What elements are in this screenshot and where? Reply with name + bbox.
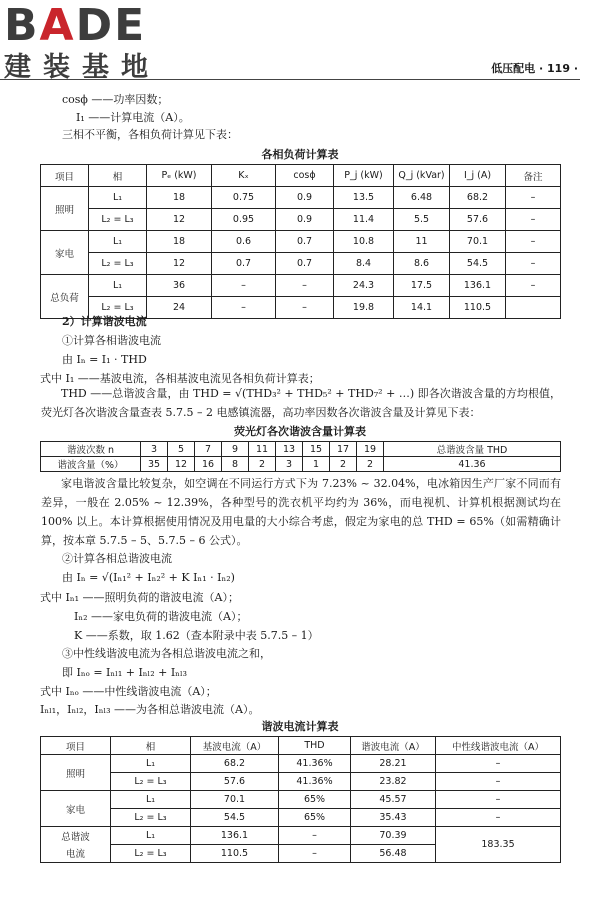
harmonic-content-table bbox=[40, 441, 561, 472]
table-cell: L₁ bbox=[89, 187, 147, 209]
table-cell: 7 bbox=[195, 442, 222, 457]
table1-header: Kₓ bbox=[212, 165, 276, 187]
table-cell: 11 bbox=[394, 231, 450, 253]
table-cell: – bbox=[436, 791, 561, 809]
table3-header: 相 bbox=[111, 737, 191, 755]
table1-caption: 各相负荷计算表 bbox=[261, 148, 339, 161]
table-cell: L₁ bbox=[89, 275, 147, 297]
table-cell: – bbox=[506, 253, 561, 275]
table-cell: L₁ bbox=[89, 231, 147, 253]
appliance-paragraph: 家电谐波含量比较复杂，如空调在不同运行方式下为 7.23% ~ 32.04%，电冰箱因生产厂家不同而有差异，一般在 2.05% ~ 12.39%，各种型号的洗衣机平均约为 36%，而电视机、计算机根据测试均在 100% 以上。本计算根据使用情况及用电量的大小综合考虑，假定为家电的总 THD = 65%（如需精确计算，按本章 5.7.5 – 5、5.7.5 – 6 公式）。 bbox=[41, 477, 561, 547]
table-cell: – bbox=[506, 209, 561, 231]
table3-header: 基波电流（A） bbox=[191, 737, 279, 755]
table-cell: 3 bbox=[141, 442, 168, 457]
table-row bbox=[41, 827, 561, 845]
group-label: 总负荷 bbox=[41, 275, 89, 319]
table-cell: L₂ = L₃ bbox=[111, 809, 191, 827]
table-cell: 15 bbox=[303, 442, 330, 457]
table-cell: 56.48 bbox=[351, 845, 436, 863]
table1-header: Pₑ (kW) bbox=[147, 165, 212, 187]
table-cell: – bbox=[436, 773, 561, 791]
table-cell: 0.6 bbox=[212, 231, 276, 253]
table3-header: 项目 bbox=[41, 737, 111, 755]
table-cell: 0.75 bbox=[212, 187, 276, 209]
table-row bbox=[41, 809, 561, 827]
table1-header-row bbox=[41, 165, 561, 187]
table-cell: 70.1 bbox=[191, 791, 279, 809]
table-cell: 0.9 bbox=[276, 187, 334, 209]
table3-header-row bbox=[41, 737, 561, 755]
table-cell: 2 bbox=[249, 457, 276, 472]
table-cell: L₂ = L₃ bbox=[89, 297, 147, 319]
group-label: 家电 bbox=[41, 791, 111, 827]
table-cell: 11.4 bbox=[334, 209, 394, 231]
table-cell: 14.1 bbox=[394, 297, 450, 319]
table-row bbox=[41, 187, 561, 209]
table-cell: 35.43 bbox=[351, 809, 436, 827]
group-label: 照明 bbox=[41, 755, 111, 791]
table1-header: Q_j (kVar) bbox=[394, 165, 450, 187]
table-cell: L₂ = L₃ bbox=[89, 209, 147, 231]
table-cell bbox=[506, 297, 561, 319]
table3-header: 中性线谐波电流（A） bbox=[436, 737, 561, 755]
table-cell: 12 bbox=[168, 457, 195, 472]
table-cell: – bbox=[436, 809, 561, 827]
table-cell: 24.3 bbox=[334, 275, 394, 297]
table-cell: L₂ = L₃ bbox=[111, 773, 191, 791]
table-cell: L₁ bbox=[111, 755, 191, 773]
table-cell: 18 bbox=[147, 231, 212, 253]
table-cell: 10.8 bbox=[334, 231, 394, 253]
table-cell: 45.57 bbox=[351, 791, 436, 809]
def-thd: THD ——总谐波含量，由 THD = √(THD₃² + THD₅² + THD₇² + …) 即各次谐波含量的方均根值，荧光灯各次谐波含量查表 5.7.5 – 2 电感镇流器，高功率因数各次谐波含量及计算见下表： bbox=[41, 387, 561, 419]
table1-header: 备注 bbox=[506, 165, 561, 187]
total-value: 41.36 bbox=[384, 457, 561, 472]
table-cell: 13 bbox=[276, 442, 303, 457]
table1-header: 相 bbox=[89, 165, 147, 187]
header-title: 低压配电 · 119 · bbox=[491, 62, 578, 75]
table-row bbox=[41, 755, 561, 773]
table-cell: 2 bbox=[330, 457, 357, 472]
section-title: 2）计算谐波电流 bbox=[62, 315, 147, 328]
table-cell: L₂ = L₃ bbox=[111, 845, 191, 863]
table-cell: 57.6 bbox=[450, 209, 506, 231]
table-cell: 5.5 bbox=[394, 209, 450, 231]
def-k: K ——系数，取 1.62（查本附录中表 5.7.5 – 1） bbox=[74, 629, 319, 642]
table-cell: 65% bbox=[279, 809, 351, 827]
table1-header: I_j (A) bbox=[450, 165, 506, 187]
table-cell: 23.82 bbox=[351, 773, 436, 791]
table-cell: – bbox=[276, 275, 334, 297]
table-cell: 8 bbox=[222, 457, 249, 472]
table-cell: – bbox=[436, 755, 561, 773]
table-cell: – bbox=[276, 297, 334, 319]
table-cell: 19.8 bbox=[334, 297, 394, 319]
table-cell: 6.48 bbox=[394, 187, 450, 209]
step-1: ①计算各相谐波电流 bbox=[62, 334, 161, 347]
table-cell: 0.7 bbox=[276, 253, 334, 275]
formula-3: 即 Iₙₒ = Iₙₗ₁ + Iₙₗ₂ + Iₙₗ₃ bbox=[62, 666, 188, 679]
row-label: 谐波次数 n bbox=[41, 442, 141, 457]
table-cell: 9 bbox=[222, 442, 249, 457]
harmonic-current-table bbox=[40, 736, 561, 863]
table-row bbox=[41, 275, 561, 297]
table-row bbox=[41, 773, 561, 791]
def-phase-harmonic: Iₙₗ₁，Iₙₗ₂，Iₙₗ₃ ——为各相总谐波电流（A）。 bbox=[40, 703, 260, 716]
table-cell: 12 bbox=[147, 209, 212, 231]
table-cell: 54.5 bbox=[191, 809, 279, 827]
table-cell: 0.7 bbox=[276, 231, 334, 253]
table-cell: 13.5 bbox=[334, 187, 394, 209]
table-cell: 0.7 bbox=[212, 253, 276, 275]
table-cell: 3 bbox=[276, 457, 303, 472]
group-label: 家电 bbox=[41, 231, 89, 275]
table-row bbox=[41, 457, 561, 472]
formula-2: 由 Iₙ = √(Iₙ₁² + Iₙ₂² + K Iₙ₁ · Iₙ₂) bbox=[62, 571, 235, 584]
table-cell: 12 bbox=[147, 253, 212, 275]
phase-load-table bbox=[40, 164, 561, 319]
table3-header: 谐波电流（A） bbox=[351, 737, 436, 755]
table-cell: 65% bbox=[279, 791, 351, 809]
table1-header: P_j (kW) bbox=[334, 165, 394, 187]
table-cell: 57.6 bbox=[191, 773, 279, 791]
table-cell: L₁ bbox=[111, 827, 191, 845]
header-rule bbox=[0, 79, 580, 80]
table-row bbox=[41, 791, 561, 809]
def-lighting-harmonic: 式中 Iₙ₁ ——照明负荷的谐波电流（A）； bbox=[40, 591, 239, 604]
table-cell: 110.5 bbox=[450, 297, 506, 319]
table-row bbox=[41, 231, 561, 253]
table-row bbox=[41, 209, 561, 231]
table-cell: 17 bbox=[330, 442, 357, 457]
def-appliance-harmonic: Iₙ₂ ——家电负荷的谐波电流（A）； bbox=[74, 610, 248, 623]
table-cell: 54.5 bbox=[450, 253, 506, 275]
def-cosphi: cosϕ ——功率因数； bbox=[62, 93, 169, 106]
table-cell: 19 bbox=[357, 442, 384, 457]
table-cell: 36 bbox=[147, 275, 212, 297]
table-cell: 41.36% bbox=[279, 773, 351, 791]
table-cell: 0.95 bbox=[212, 209, 276, 231]
neutral-total: 183.35 bbox=[436, 827, 561, 863]
row-label: 谐波含量（%） bbox=[41, 457, 141, 472]
table3-header: THD bbox=[279, 737, 351, 755]
table-cell: L₁ bbox=[111, 791, 191, 809]
step-2: ②计算各相总谐波电流 bbox=[62, 552, 172, 565]
step-3: ③中性线谐波电流为各相总谐波电流之和， bbox=[62, 647, 271, 660]
table-cell: – bbox=[506, 275, 561, 297]
table-cell: 68.2 bbox=[191, 755, 279, 773]
table-cell: L₂ = L₃ bbox=[89, 253, 147, 275]
table-cell: 17.5 bbox=[394, 275, 450, 297]
total-label: 总谐波含量 THD bbox=[384, 442, 561, 457]
table-cell: 70.1 bbox=[450, 231, 506, 253]
def-current: I₁ ——计算电流（A）。 bbox=[76, 111, 190, 124]
table-cell: – bbox=[279, 827, 351, 845]
table1-header: cosϕ bbox=[276, 165, 334, 187]
table-cell: 11 bbox=[249, 442, 276, 457]
table-cell: 0.9 bbox=[276, 209, 334, 231]
table-cell: – bbox=[279, 845, 351, 863]
table-cell: – bbox=[506, 187, 561, 209]
table-cell: – bbox=[506, 231, 561, 253]
table-row bbox=[41, 442, 561, 457]
table-cell: 136.1 bbox=[450, 275, 506, 297]
table-cell: – bbox=[212, 275, 276, 297]
formula-1: 由 Iₙ = I₁ · THD bbox=[62, 353, 147, 366]
table-cell: 136.1 bbox=[191, 827, 279, 845]
table-row bbox=[41, 253, 561, 275]
table-cell: 70.39 bbox=[351, 827, 436, 845]
table-cell: 8.6 bbox=[394, 253, 450, 275]
table-cell: 41.36% bbox=[279, 755, 351, 773]
group-label: 总谐波 bbox=[41, 827, 111, 845]
table-cell: 1 bbox=[303, 457, 330, 472]
table-cell: 35 bbox=[141, 457, 168, 472]
table-cell: 8.4 bbox=[334, 253, 394, 275]
table-cell: 28.21 bbox=[351, 755, 436, 773]
table1-header: 项目 bbox=[41, 165, 89, 187]
def-base-current: 式中 I₁ ——基波电流，各相基波电流见各相负荷计算表； bbox=[40, 372, 320, 385]
logo-chinese: 建装基地 bbox=[4, 52, 160, 83]
logo-wordmark: BADE bbox=[4, 0, 147, 51]
table-cell: 16 bbox=[195, 457, 222, 472]
table2-caption: 荧光灯各次谐波含量计算表 bbox=[234, 425, 366, 438]
page-header bbox=[0, 60, 580, 78]
table-cell: 18 bbox=[147, 187, 212, 209]
table-cell: – bbox=[212, 297, 276, 319]
intro-text: 三相不平衡，各相负荷计算见下表： bbox=[62, 128, 238, 141]
table-cell: 110.5 bbox=[191, 845, 279, 863]
table-cell: 68.2 bbox=[450, 187, 506, 209]
table-cell: 2 bbox=[357, 457, 384, 472]
def-neutral-harmonic: 式中 Iₙₒ ——中性线谐波电流（A）； bbox=[40, 685, 217, 698]
group-label: 照明 bbox=[41, 187, 89, 231]
table-cell: 5 bbox=[168, 442, 195, 457]
table3-caption: 谐波电流计算表 bbox=[261, 720, 339, 733]
group-label: 电流 bbox=[41, 845, 111, 863]
table-cell: 24 bbox=[147, 297, 212, 319]
